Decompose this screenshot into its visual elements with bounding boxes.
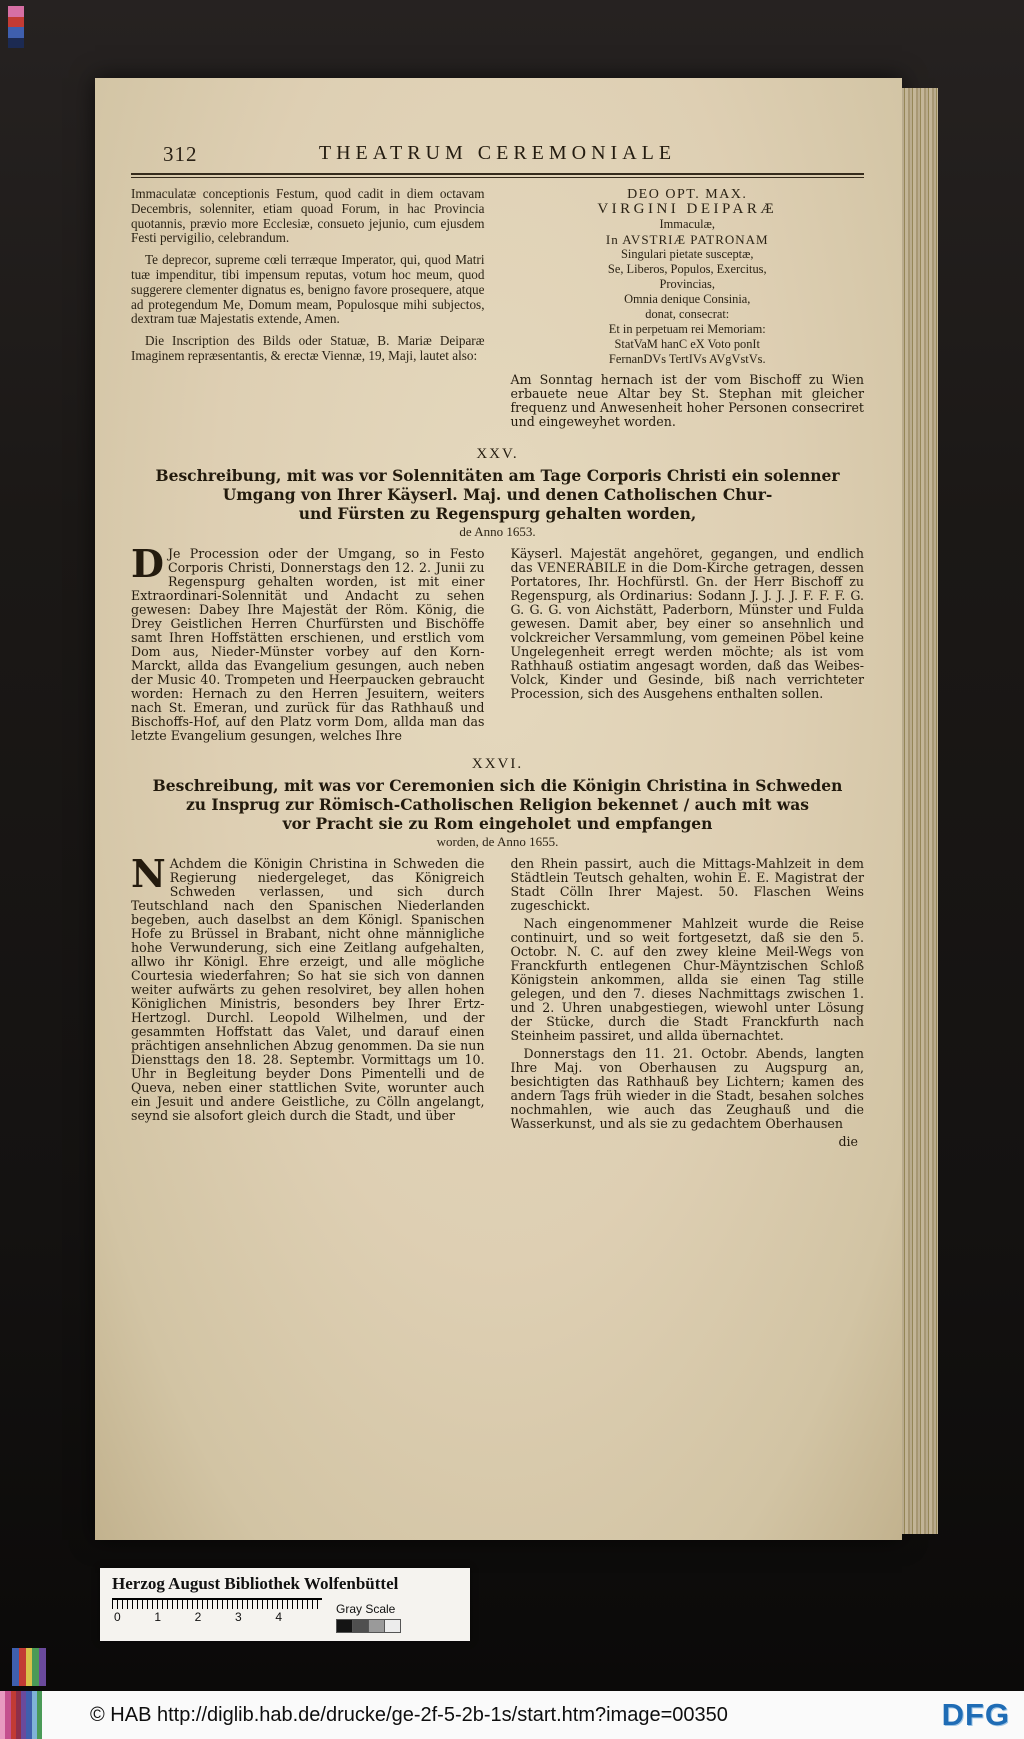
library-name: Herzog August Bibliothek Wolfenbüttel	[112, 1574, 399, 1593]
section-25-number: XXV.	[476, 446, 519, 462]
book-page-edges	[902, 88, 938, 1534]
dfg-logo: DFG	[941, 1697, 1010, 1732]
gray-scale-block	[336, 1598, 400, 1633]
calibration-band	[39, 1648, 46, 1686]
ruler-number: 3	[234, 1610, 242, 1624]
ruler-block	[112, 1598, 322, 1624]
heading-line: Umgang von Ihrer Käyserl. Maj. und denen Catholischen Chur-	[222, 485, 773, 504]
section-26-body	[131, 851, 864, 1149]
section-25-left-column	[131, 541, 485, 743]
heading-line: zu Insprug zur Römisch-Catholischen Religion bekennet / auch mit was	[185, 795, 810, 814]
calibration-band	[8, 6, 24, 17]
copyright-url-text: © HAB http://diglib.hab.de/drucke/ge-2f-5-2b-1s/start.htm?image=00350	[90, 1703, 728, 1726]
calibration-band	[37, 1691, 42, 1739]
section-25-body	[131, 541, 864, 743]
ruler-numbers	[112, 1610, 282, 1624]
catchword: die	[838, 1134, 858, 1149]
section-25-heading	[131, 466, 864, 523]
section-26-number: XXVI.	[471, 756, 524, 772]
gray-swatch	[384, 1619, 401, 1633]
section-25-date: de Anno 1653.	[459, 524, 536, 539]
dedication-line: Provincias,	[659, 277, 715, 291]
section-25-right-column	[511, 547, 865, 743]
scanned-book-page	[95, 78, 902, 1540]
calibration-row	[112, 1598, 460, 1633]
heading-line: Beschreibung, mit was vor Ceremonien sich die Königin Christina in Schweden	[152, 776, 843, 795]
section-26-right-paragraph: den Rhein passirt, auch die Mittags-Mahlzeit in dem Städtlein Teutsch gehalten, wohin E. E. Magistrat der Stadt Cölln Ihrer Majest. 50. Flaschen Weins zugeschickt.	[510, 856, 864, 913]
section-26-left-column	[131, 851, 485, 1149]
dedication-chronogram-line: StatVaM hanC eX Voto ponIt	[614, 337, 760, 351]
dedication-line: Immaculæ,	[659, 217, 715, 231]
gray-swatch	[336, 1619, 353, 1633]
gray-swatch	[352, 1619, 369, 1633]
library-identification-strip	[100, 1568, 470, 1641]
ruler-number: 4	[275, 1610, 282, 1624]
dedication-line: Et in perpetuam rei Memoriam:	[608, 322, 766, 336]
calibration-band	[26, 1648, 33, 1686]
page-content	[95, 78, 902, 1540]
centimeter-ruler	[112, 1598, 322, 1609]
intro-section	[131, 187, 864, 433]
intro-left-column	[131, 187, 485, 433]
dedication-chronogram-line: FernanDVs TertIVs AVgVstVs.	[608, 352, 766, 366]
inscription-intro-paragraph: Die Inscription des Bilds oder Statuæ, B. Mariæ Deiparæ Imaginem repræsentantis, & erectæ Viennæ, 19, Maji, lautet also:	[131, 333, 485, 363]
heading-line: vor Pracht sie zu Rom eingeholet und empfangen	[282, 814, 713, 833]
gray-scale-label: Gray Scale	[336, 1602, 396, 1616]
section-26-heading	[131, 776, 864, 833]
body-text: Je Procession oder der Umgang, so in Festo Corporis Christi, Donnerstags den 12. 2. Junii zu Regenspurg gehalten worden, ist mit einer Extraordinari-Solennität und Andacht zu sehen gewesen: Dabey Ihre Majestät der Röm. König, die Drey Geistlichen Herren Churfürsten und Bischöffe samt Ihren Hoffstätten erschienen, und erstlich vom Dom aus, Nieder-Münster vorbey auf den Korn-Marckt, allda das Evangelium gesungen, auch neben der Music 40. Trompeten und Heerpaucken gebraucht worden: Hernach zu den Herren Jesuitern, weiters nach St. Emeran, und zurück für das Rathhauß und Bischoffs-Hof, auf den Platz vorm Dom, allda man das letzte Evangelium gesungen, welches Ihre	[131, 546, 485, 743]
dedication-inscription	[511, 187, 865, 367]
calibration-band	[19, 1648, 26, 1686]
section-26-right-paragraph: Nach eingenommener Mahlzeit wurde die Reise continuirt, und so weit fortgesetzt, daß sie den 5. Octobr. N. C. auf den zwey kleine Meil-Wegs von Franckfurth entlegenen Chur-Mäyntzischen Schloß Königstein ankommen, allda sie einen Tag stille gelegen, und den 7. dieses Nachmittags zwischen 1. und 2. Uhren unabgestiegen, wiewohl unter Lösung der Stücke, durch die Stadt Franckfurth nach Steinheim passiret, und allda übernachtet.	[510, 916, 864, 1043]
color-calibration-strip-top	[8, 6, 24, 48]
intro-right-column	[511, 187, 865, 433]
running-title: THEATRUM CEREMONIALE	[318, 142, 677, 164]
calibration-band	[8, 38, 24, 49]
heading-line: und Fürsten zu Regenspurg gehalten worden,	[298, 504, 697, 523]
dedication-line: Omnia denique Consinia,	[624, 292, 751, 306]
calibration-band	[8, 27, 24, 38]
dedication-line: Se, Liberos, Populos, Exercitus,	[607, 262, 767, 276]
latin-paragraph: Te deprecor, supreme cœli terræque Imperator, qui, quod Matri tuæ impenditur, tibi impensum reputas, votum hoc meum, quod suggerere clementer dignatus es, benigno favore prosequere, atque ad protegendum Me, Domum meam, Populosque mihi subjectos, dextram tuæ Majestatis extende, Amen.	[131, 252, 485, 327]
color-calibration-strip-bottom	[12, 1648, 46, 1686]
gray-scale-swatches	[336, 1619, 400, 1633]
section-26-date: worden, de Anno 1655.	[436, 834, 559, 849]
gray-swatch	[368, 1619, 385, 1633]
section-26-left-text	[131, 851, 485, 1123]
section-25-left-text	[131, 541, 485, 743]
calibration-band	[32, 1648, 39, 1686]
ruler-number: 2	[194, 1610, 202, 1624]
heading-line: Beschreibung, mit was vor Solennitäten am Tage Corporis Christi ein solenner	[155, 466, 840, 485]
dedication-line: donat, consecrat:	[645, 307, 730, 321]
color-calibration-strip-footer	[0, 1691, 42, 1739]
calibration-band	[8, 17, 24, 28]
calibration-band	[12, 1648, 19, 1686]
dedication-line: DEO OPT. MAX.	[627, 187, 748, 202]
after-dedication-paragraph: Am Sonntag hernach ist der vom Bischoff zu Wien erbauete neue Altar bey St. Stephan mit gleicher frequenz und Anwesenheit hoher Personen consecriret und eingeweyhet worden.	[510, 372, 864, 429]
ruler-number: 1	[154, 1610, 162, 1624]
section-25-right-text: Käyserl. Majestät angehöret, gegangen, und endlich das VENERABILE in die Dom-Kirche getragen, dessen Portatores, Ihr. Hochfürstl. Gn. der Herr Bischoff zu Regenspurg, als Ordinarius: Sodann J. J. J. J. F. F. F. G. G. G. G. von Aichstätt, Paderborn, Münster und Fulda gewesen. Damit aber, bey einer so ansehnlich und volckreicher Versammlung, vom gemeinen Pöbel keine Ungelegenheit erregt werden möchte; als ist vom Rathhauß ostiatim angesagt worden, daß das Weibes-Volck, Kinder und Gesinde, biß nach verrichteter Procession, sich des Ausgehens enthalten sollen.	[510, 546, 864, 701]
body-text: Achdem die Königin Christina in Schweden die Regierung niedergeleget, das Königreich Schweden verlassen, und sich durch Teutschland nach den Spanischen Niederlanden begeben, auch daselbst an dem Königl. Spanischen Hofe zu Brüssel in Brabant, nicht ohne männigliche hohe Verwunderung, sich eine Zeitlang aufgehalten, allwo ihr Königl. Ehre erzeigt, und alle mögliche Courtesia wiederfahren; So hat sie sich von dannen weiter aufwärts zu gehen resolviret, bey allen hohen Königlichen Ministris, besonders bey Ihrer Ertz-Hertzogl. Durchl. Leopold Wilhelmen, und der gesammten Hoffstatt das Valet, und darauf einen prächtigen ansehnlichen Abzug genommen. Da sie nun Diensttags den 18. 28. Septembr. Vormittags um 10. Uhr in Begleitung beyder Dons Pimentelli und de Queva, neben einer stattlichen Svite, worunter auch ein Jesuit und andere Geistliche, zu Cölln angelangt, seynd sie alsofort gleich durch die Stadt, und über	[131, 856, 485, 1123]
page-header	[131, 142, 864, 168]
drop-cap-initial: N	[131, 851, 166, 896]
section-26-right-column	[511, 857, 865, 1149]
dedication-line: VIRGINI DEIPARÆ	[597, 201, 778, 217]
page-number: 312	[163, 142, 198, 166]
drop-cap-initial: D	[131, 541, 164, 586]
section-26-right-paragraph: Donnerstags den 11. 21. Octobr. Abends, langten Ihre Maj. von Oberhausen zu Augspurg an, besichtigten das Rathhauß bey Lichtern; kamen des andern Tags früh wieder in die Stadt, besahen solches nochmahlen, wie auch das Zeughauß und die Wasserkunst, und als sie zu gedachtem Oberhausen	[510, 1046, 864, 1131]
dedication-line: In AVSTRIÆ PATRONAM	[605, 232, 769, 247]
dedication-line: Singulari pietate susceptæ,	[621, 247, 754, 261]
header-rule	[131, 173, 864, 178]
ruler-number: 0	[114, 1610, 121, 1624]
viewer-footer-bar	[0, 1691, 1024, 1739]
latin-paragraph: Immaculatæ conceptionis Festum, quod cadit in diem octavam Decembris, solenniter, etiam quoad Forum, in hac Provincia quotannis, prævio more Ecclesiæ, consueto jejunio, cum ejusdem Festi pervigilio, celebrandum.	[131, 186, 485, 246]
